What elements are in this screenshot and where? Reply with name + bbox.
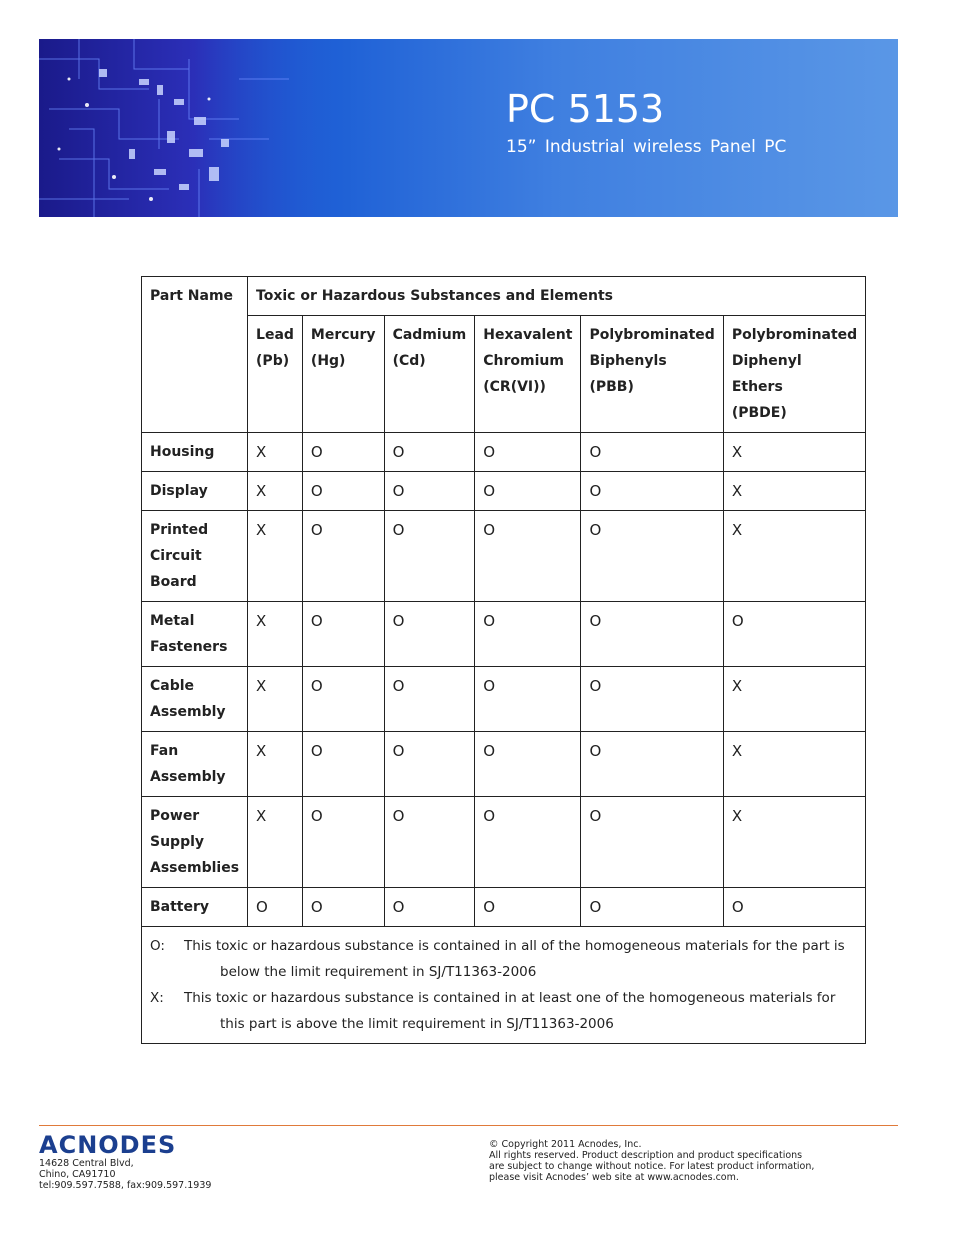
table-row bbox=[142, 732, 866, 797]
substances-group-header: Toxic or Hazardous Substances and Elements bbox=[248, 277, 866, 316]
status-cell: X bbox=[248, 472, 303, 511]
status-cell: O bbox=[384, 433, 475, 472]
status-cell: X bbox=[248, 433, 303, 472]
status-cell: O bbox=[384, 472, 475, 511]
status-cell: O bbox=[581, 667, 723, 732]
status-cell: O bbox=[302, 797, 384, 888]
header-banner bbox=[39, 39, 898, 217]
circuit-board-image bbox=[39, 39, 349, 217]
status-cell: O bbox=[723, 602, 865, 667]
status-cell: O bbox=[475, 602, 581, 667]
status-cell: O bbox=[384, 888, 475, 927]
part-name-cell: Housing bbox=[142, 433, 248, 472]
status-cell: O bbox=[384, 797, 475, 888]
status-cell: O bbox=[475, 888, 581, 927]
status-cell: O bbox=[302, 472, 384, 511]
status-cell: O bbox=[248, 888, 303, 927]
legend-row bbox=[142, 927, 866, 1044]
status-cell: O bbox=[302, 888, 384, 927]
status-cell: O bbox=[475, 472, 581, 511]
acnodes-logo: ACNODES bbox=[39, 1131, 177, 1159]
status-cell: X bbox=[248, 667, 303, 732]
substance-header-cadmium: Cadmium (Cd) bbox=[384, 316, 475, 433]
status-cell: O bbox=[384, 732, 475, 797]
status-cell: X bbox=[723, 511, 865, 602]
status-cell: O bbox=[475, 433, 581, 472]
hazardous-substances-table bbox=[141, 276, 866, 1044]
footer-divider bbox=[39, 1125, 898, 1126]
copyright-notice: © Copyright 2011 Acnodes, Inc. All rights reserved. Product description and product specifications are subject to change without notice. For latest product information, please visit Acnodes’ web site at www.acnodes.com. bbox=[489, 1139, 815, 1183]
part-name-cell: Cable Assembly bbox=[142, 667, 248, 732]
table-row bbox=[142, 472, 866, 511]
legend-item-x: X: This toxic or hazardous substance is contained in at least one of the homogeneous materials for bbox=[150, 990, 836, 1006]
substance-header-mercury: Mercury (Hg) bbox=[302, 316, 384, 433]
table-row bbox=[142, 511, 866, 602]
part-name-cell: Fan Assembly bbox=[142, 732, 248, 797]
table-row bbox=[142, 667, 866, 732]
status-cell: X bbox=[248, 511, 303, 602]
status-cell: O bbox=[302, 667, 384, 732]
status-cell: O bbox=[581, 797, 723, 888]
status-cell: O bbox=[581, 732, 723, 797]
status-cell: O bbox=[581, 602, 723, 667]
status-cell: O bbox=[384, 511, 475, 602]
status-cell: O bbox=[384, 602, 475, 667]
table-header-row bbox=[142, 277, 866, 316]
status-cell: X bbox=[248, 602, 303, 667]
part-name-cell: Metal Fasteners bbox=[142, 602, 248, 667]
part-name-cell: Power Supply Assemblies bbox=[142, 797, 248, 888]
product-title: PC 5153 bbox=[506, 87, 665, 131]
substance-header-row bbox=[142, 316, 866, 433]
substance-header-lead: Lead (Pb) bbox=[248, 316, 303, 433]
status-cell: O bbox=[723, 888, 865, 927]
status-cell: O bbox=[475, 667, 581, 732]
status-cell: O bbox=[302, 433, 384, 472]
part-name-header: Part Name bbox=[142, 277, 248, 433]
status-cell: O bbox=[475, 732, 581, 797]
company-address: 14628 Central Blvd, Chino, CA91710 tel:909.597.7588, fax:909.597.1939 bbox=[39, 1158, 212, 1191]
table-row bbox=[142, 797, 866, 888]
status-cell: X bbox=[723, 667, 865, 732]
status-cell: X bbox=[723, 797, 865, 888]
substance-header-pbde: Polybrominated Diphenyl Ethers (PBDE) bbox=[723, 316, 865, 433]
part-name-cell: Battery bbox=[142, 888, 248, 927]
status-cell: X bbox=[248, 732, 303, 797]
status-cell: X bbox=[248, 797, 303, 888]
table-row bbox=[142, 433, 866, 472]
status-cell: O bbox=[475, 797, 581, 888]
status-cell: O bbox=[302, 602, 384, 667]
table-row bbox=[142, 602, 866, 667]
status-cell: O bbox=[475, 511, 581, 602]
status-cell: O bbox=[581, 511, 723, 602]
legend-item-o: O: This toxic or hazardous substance is contained in all of the homogeneous materials for the part is bbox=[150, 938, 845, 954]
part-name-cell: Display bbox=[142, 472, 248, 511]
substance-header-hexavalent-chromium: Hexavalent Chromium (CR(VI)) bbox=[475, 316, 581, 433]
status-cell: O bbox=[581, 472, 723, 511]
product-subtitle: 15” Industrial wireless Panel PC bbox=[506, 137, 787, 157]
status-cell: X bbox=[723, 732, 865, 797]
status-cell: X bbox=[723, 433, 865, 472]
status-cell: X bbox=[723, 472, 865, 511]
substance-header-pbb: Polybrominated Biphenyls (PBB) bbox=[581, 316, 723, 433]
status-cell: O bbox=[581, 433, 723, 472]
status-cell: O bbox=[302, 732, 384, 797]
table-legend: O: This toxic or hazardous substance is contained in all of the homogeneous materials for the part is below the limit requirement in SJ/T11363-2006 X: This toxic or hazardous substance is contained in at least one of the homogeneous materials for this part is above the limit requirement in SJ/T11363-2006 bbox=[142, 927, 866, 1044]
table-row bbox=[142, 888, 866, 927]
part-name-cell: Printed Circuit Board bbox=[142, 511, 248, 602]
status-cell: O bbox=[581, 888, 723, 927]
status-cell: O bbox=[384, 667, 475, 732]
status-cell: O bbox=[302, 511, 384, 602]
